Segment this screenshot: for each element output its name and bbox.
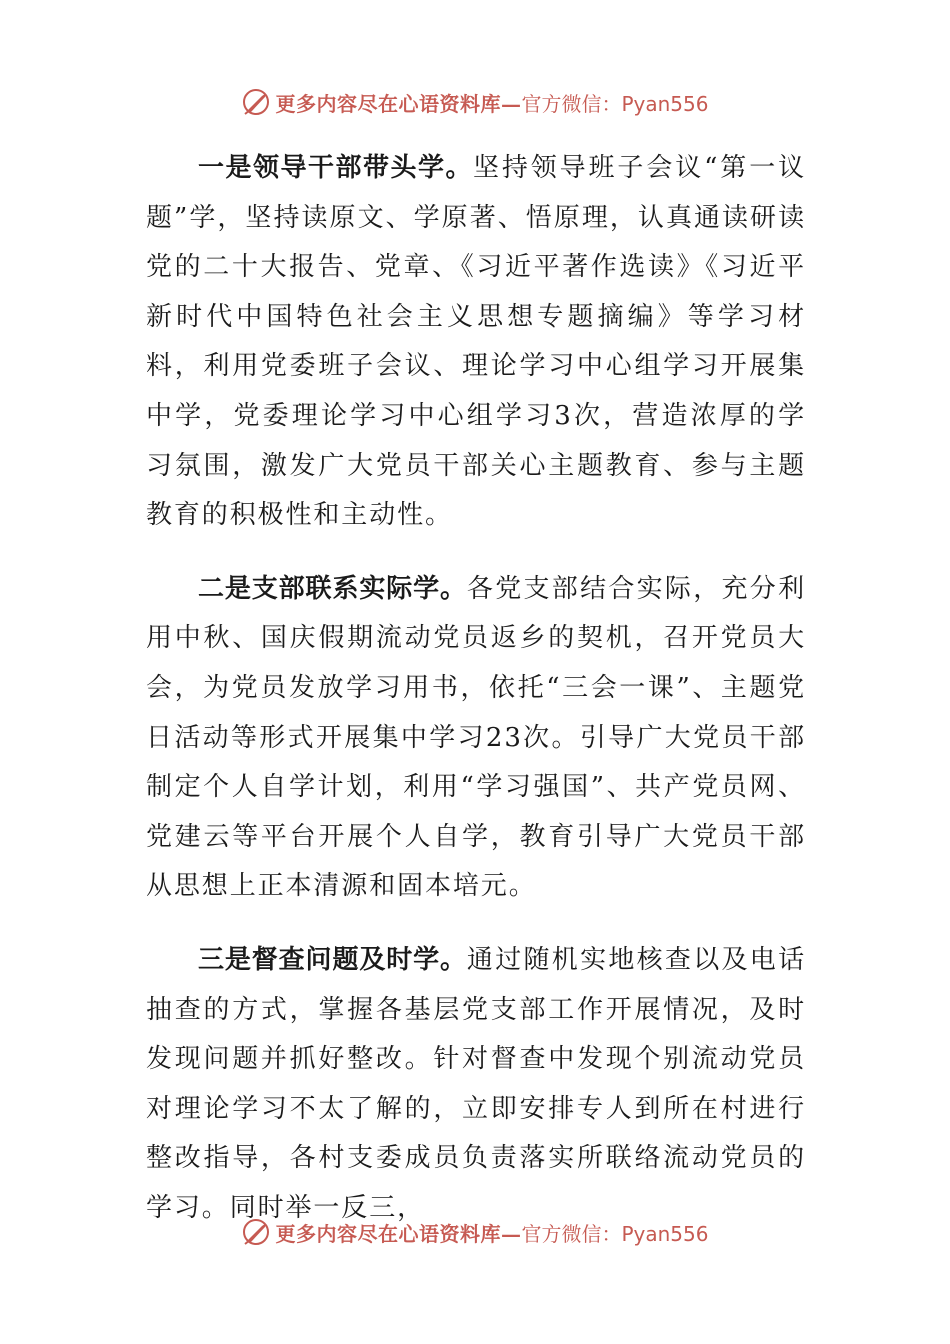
paragraph-1-lead: 一是领导干部带头学。	[198, 153, 473, 183]
document-body	[146, 144, 806, 1257]
paragraph-2-lead: 二是支部联系实际学。	[198, 573, 467, 604]
paragraph-2-text: 各党支部结合实际，充分利用中秋、国庆假期流动党员返乡的契机，召开党员大会，为党员发放学习用书，依托“三会一课”、主题党日活动等形式开展集中学习23次。引导广大党员干部制定个人自学计划，利用“学习强国”、共产党员网、党建云等平台开展个人自学，教育引导广大党员干部从思想上正本清源和固本培元。	[146, 573, 806, 902]
header-brand-text: 更多内容尽在心语资料库—	[275, 91, 522, 116]
quill-pen-logo-icon	[241, 87, 271, 117]
paragraph-3	[146, 936, 806, 1234]
header-wechat-text: 官方微信：Pyan556	[521, 91, 709, 116]
paragraph-1	[146, 144, 806, 541]
paragraph-2	[146, 565, 806, 912]
footer-brand-text: 更多内容尽在心语资料库—	[275, 1221, 522, 1246]
header-banner	[0, 82, 950, 122]
footer-banner	[0, 1212, 950, 1252]
paragraph-3-text: 通过随机实地核查以及电话抽查的方式，掌握各基层党支部工作开展情况，及时发现问题并抓好整改。针对督查中发现个别流动党员对理论学习不太了解的，立即安排专人到所在村进行整改指导，各村支委成员负责落实所联络流动党员的学习。同时举一反三，	[146, 944, 806, 1223]
paragraph-1-text: 坚持领导班子会议“第一议题”学，坚持读原文、学原著、悟原理，认真通读研读党的二十大报告、党章、《习近平著作选读》《习近平新时代中国特色社会主义思想专题摘编》等学习材料，利用党委班子会议、理论学习中心组学习开展集中学，党委理论学习中心组学习3次，营造浓厚的学习氛围，激发广大党员干部关心主题教育、参与主题教育的积极性和主动性。	[146, 153, 806, 531]
paragraph-3-lead: 三是督查问题及时学。	[198, 944, 467, 975]
footer-wechat-text: 官方微信：Pyan556	[521, 1221, 709, 1246]
quill-pen-logo-icon	[241, 1217, 271, 1247]
